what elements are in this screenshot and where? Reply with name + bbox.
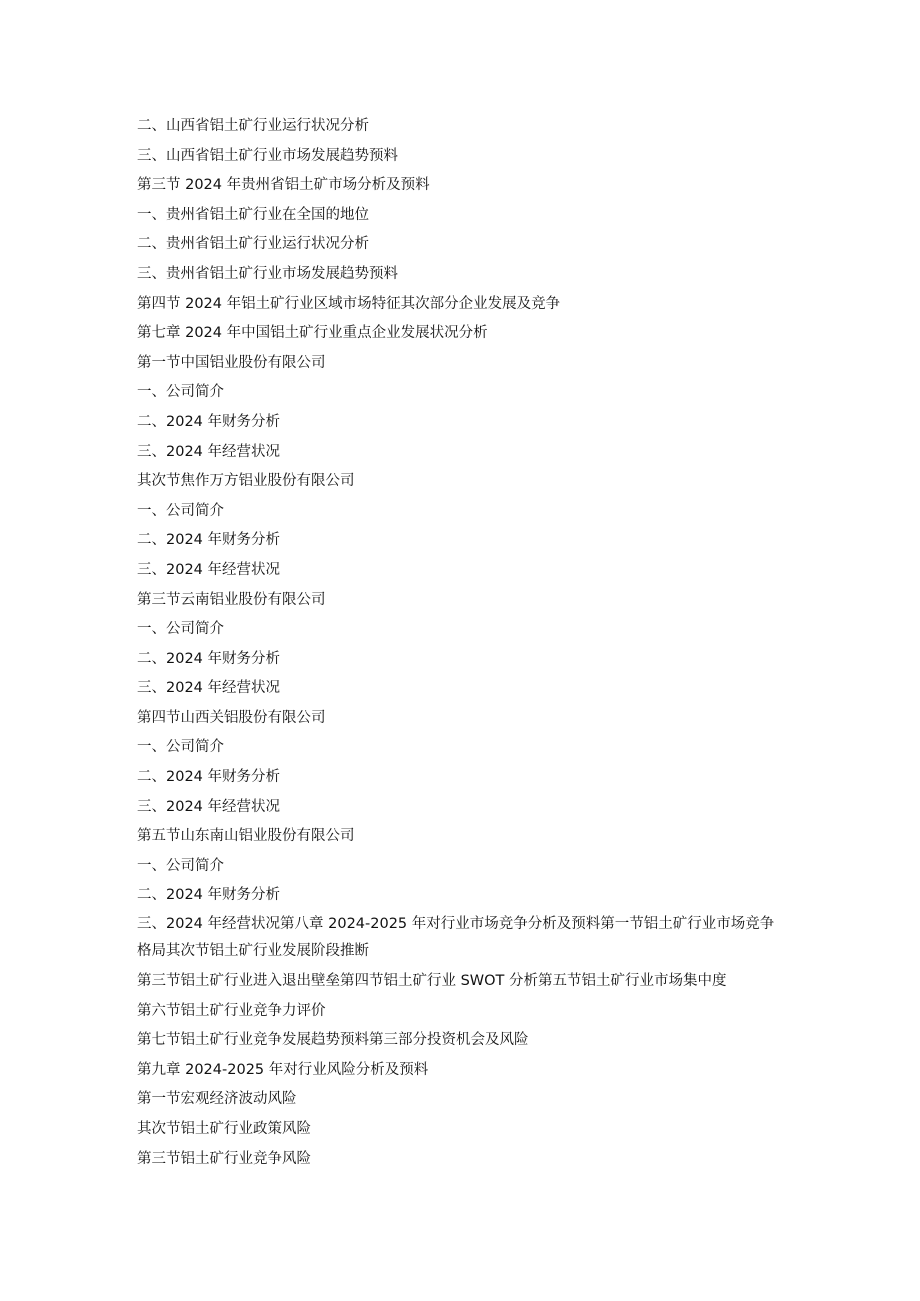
toc-line: 二、贵州省铝土矿行业运行状况分析 (137, 236, 369, 253)
toc-line: 一、公司简介 (137, 384, 224, 401)
toc-line: 三、2024 年经营状况 (137, 680, 281, 697)
toc-line: 三、2024 年经营状况第八章 2024-2025 年对行业市场竞争分析及预料第一节铝土矿行业市场竞争格局其次节铝土矿行业发展阶段推断 (137, 916, 775, 960)
toc-line: 第三节铝土矿行业进入退出壁垒第四节铝土矿行业 SWOT 分析第五节铝土矿行业市场集中度 (137, 973, 727, 990)
toc-line: 第六节铝土矿行业竞争力评价 (137, 1002, 326, 1019)
toc-line: 第七节铝土矿行业竞争发展趋势预料第三部分投资机会及风险 (137, 1032, 529, 1049)
toc-line: 第三节云南铝业股份有限公司 (137, 591, 326, 608)
toc-line: 第九章 2024-2025 年对行业风险分析及预料 (137, 1061, 429, 1078)
toc-line: 三、山西省铝土矿行业市场发展趋势预料 (137, 147, 398, 164)
toc-line: 第四节 2024 年铝土矿行业区域市场特征其次部分企业发展及竞争 (137, 295, 561, 312)
toc-line: 二、2024 年财务分析 (137, 532, 281, 549)
toc-line: 第一节宏观经济波动风险 (137, 1091, 297, 1108)
toc-line: 二、山西省铝土矿行业运行状况分析 (137, 118, 369, 134)
toc-line: 一、公司简介 (137, 502, 224, 519)
table-of-contents (137, 112, 787, 1174)
toc-line: 三、2024 年经营状况 (137, 561, 281, 578)
toc-line: 三、贵州省铝土矿行业市场发展趋势预料 (137, 265, 398, 282)
toc-line: 一、公司简介 (137, 739, 224, 756)
toc-line: 第一节中国铝业股份有限公司 (137, 354, 326, 371)
toc-line: 二、2024 年财务分析 (137, 769, 281, 786)
toc-line: 一、贵州省铝土矿行业在全国的地位 (137, 206, 369, 223)
toc-line: 第五节山东南山铝业股份有限公司 (137, 828, 355, 845)
toc-line: 其次节焦作万方铝业股份有限公司 (137, 473, 355, 490)
toc-line: 一、公司简介 (137, 621, 224, 638)
toc-line: 第七章 2024 年中国铝土矿行业重点企业发展状况分析 (137, 325, 488, 342)
toc-line: 二、2024 年财务分析 (137, 650, 281, 667)
toc-line: 第四节山西关铝股份有限公司 (137, 709, 326, 726)
toc-line: 其次节铝土矿行业政策风险 (137, 1121, 311, 1137)
toc-line: 二、2024 年财务分析 (137, 413, 281, 430)
toc-line: 三、2024 年经营状况 (137, 443, 281, 460)
toc-line: 三、2024 年经营状况 (137, 798, 281, 815)
toc-line: 一、公司简介 (137, 857, 224, 874)
toc-line: 第三节 2024 年贵州省铝土矿市场分析及预料 (137, 177, 430, 194)
toc-line: 二、2024 年财务分析 (137, 887, 281, 904)
toc-line: 第三节铝土矿行业竞争风险 (137, 1150, 311, 1167)
